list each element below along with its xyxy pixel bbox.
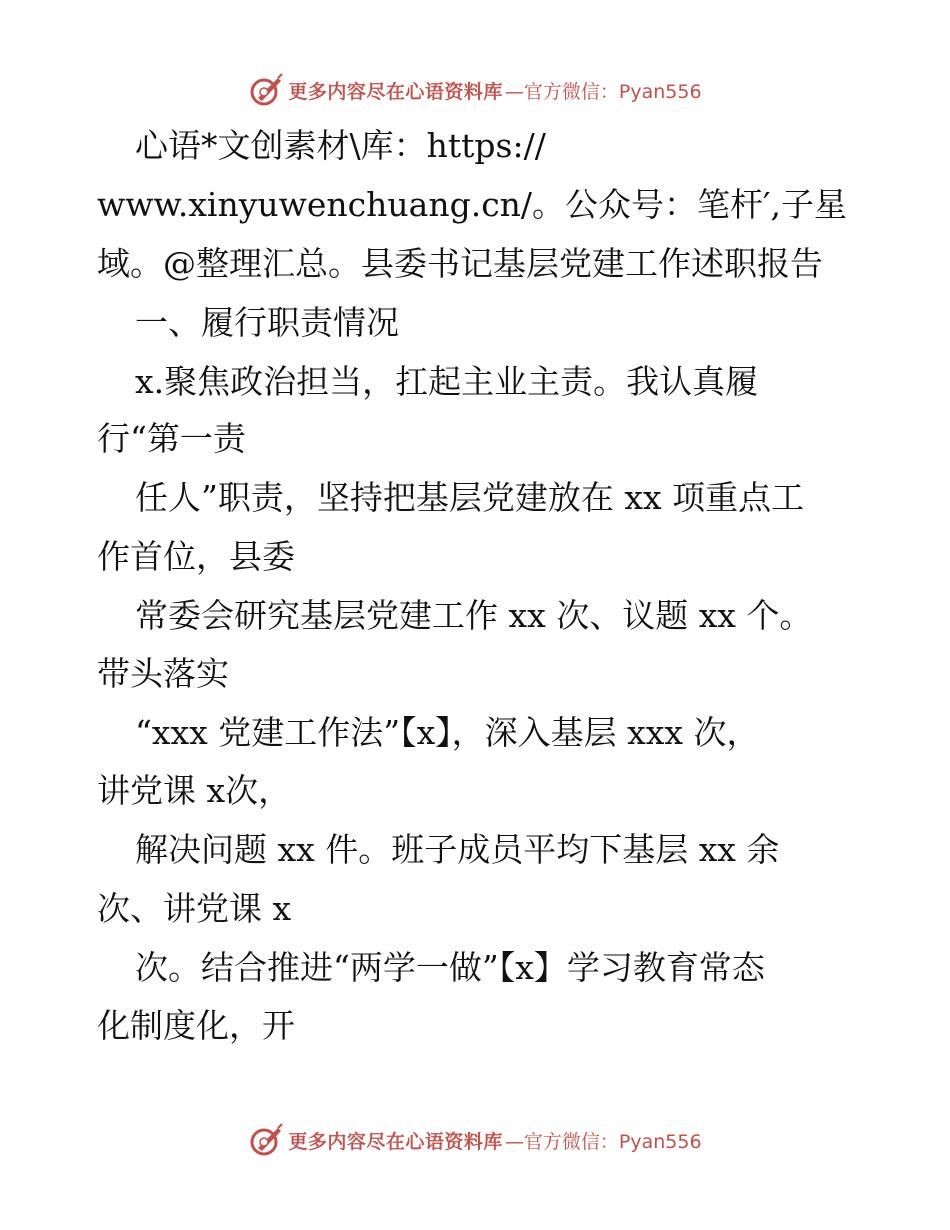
body-line: 次。结合推进“两学一做”【x】学习教育常态 — [135, 948, 765, 987]
quill-pen-logo-icon — [248, 72, 284, 108]
watermark-contact: —官方微信：Pyan556 — [504, 1130, 702, 1153]
body-line: 任人”职责，坚持把基层党建放在 xx 项重点工 — [135, 478, 805, 517]
watermark-text: 更多内容尽在心语资料库 — [288, 80, 503, 103]
body-line: 常委会研究基层党建工作 xx 次、议题 xx 个。 — [135, 596, 813, 635]
quill-pen-logo-icon — [248, 1122, 284, 1158]
body-line: 讲党课 x次， — [97, 771, 292, 810]
body-line: 次、讲党课 x — [97, 889, 292, 928]
watermark-text: 更多内容尽在心语资料库 — [288, 1130, 503, 1153]
header-watermark — [0, 70, 950, 110]
watermark-contact: —官方微信：Pyan556 — [504, 80, 702, 103]
body-line: 行“第一责 — [97, 419, 246, 458]
body-line: 化制度化，开 — [97, 1006, 295, 1045]
body-line: “xxx 党建工作法”【x】，深入基层 xxx 次， — [135, 713, 760, 752]
body-line: 解决问题 xx 件。班子成员平均下基层 xx 余 — [135, 830, 780, 869]
body-line: 域。@整理汇总。县委书记基层党建工作述职报告 — [97, 244, 823, 283]
body-line: 心语*文创素材\库：https:// — [135, 126, 546, 165]
footer-watermark — [0, 1120, 950, 1160]
section-heading: 一、履行职责情况 — [135, 303, 399, 342]
body-line: 带头落实 — [97, 654, 229, 693]
body-line: www.xinyuwenchuang.cn/。公众号：笔杆′,子星 — [97, 185, 848, 224]
body-line: 作首位，县委 — [97, 537, 295, 576]
body-line: x.聚焦政治担当，扛起主业主责。我认真履 — [135, 362, 759, 401]
